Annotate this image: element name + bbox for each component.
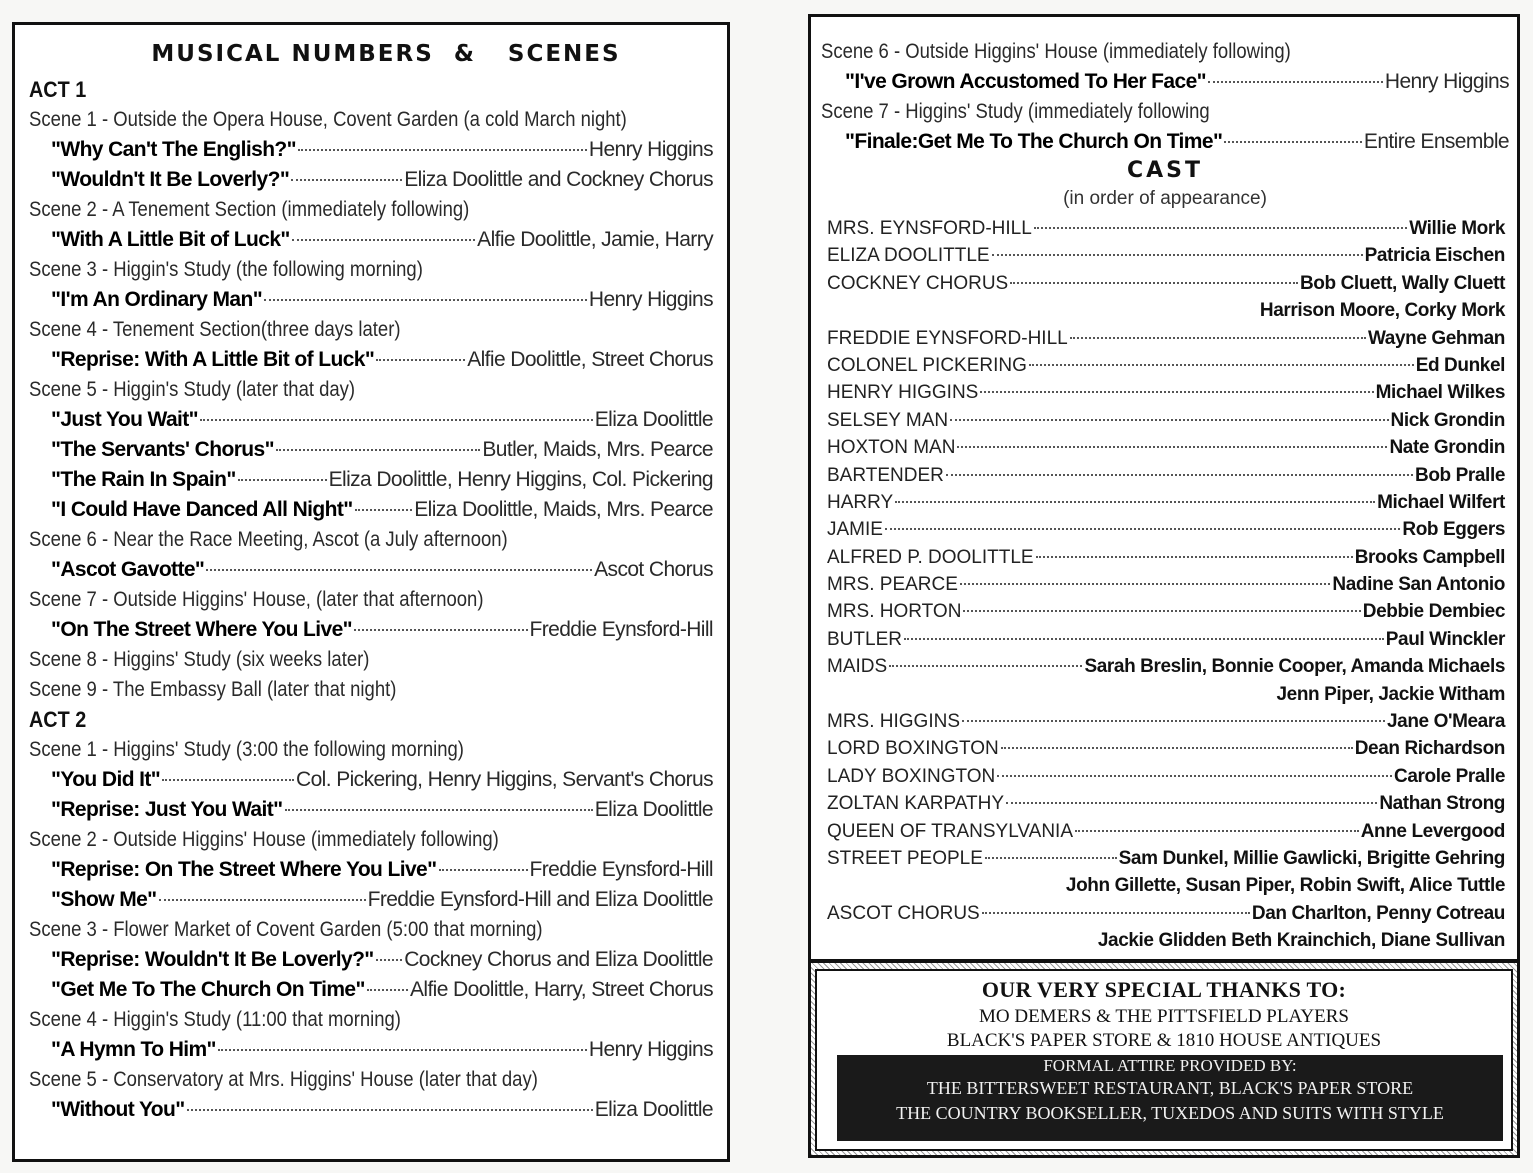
dot-leader [1075,830,1359,832]
cast-actor: Brooks Campbell [1354,546,1505,568]
song-title: "Without You" [51,1098,185,1121]
cast-list [821,215,1509,955]
cast-actor-continued: Harrison Moore, Corky Mork [1259,300,1505,322]
thanks-title: OUR VERY SPECIAL THANKS TO: [981,977,1347,1002]
song-title: "I've Grown Accustomed To Her Face" [845,70,1206,93]
scene-heading: Scene 9 - The Embassy Ball (later that night) [29,678,397,701]
dot-leader [962,720,1385,722]
song-performer: Entire Ensemble [1363,130,1509,153]
cast-row [821,571,1509,598]
attire-heading: FORMAL ATTIRE PROVIDED BY: [1043,1056,1297,1075]
song-title: "Reprise: Just You Wait" [51,798,283,821]
dot-leader [292,239,475,241]
song-performer: Freddie Eynsford-Hill [529,858,713,881]
dot-leader [1006,802,1377,804]
musical-numbers-continued [821,37,1509,157]
cast-row [821,407,1509,434]
song-row [29,225,713,255]
cast-actor: Debbie Dembiec [1362,601,1505,623]
song-performer: Henry Higgins [1384,70,1509,93]
song-row [821,127,1509,157]
dot-leader [992,254,1363,256]
song-row [29,345,713,375]
cast-actor: Jane O'Meara [1386,711,1505,733]
cast-actor: Anne Levergood [1360,820,1505,842]
thanks-box [809,959,1519,1157]
song-row [29,1035,713,1065]
scene-heading: Scene 4 - Higgin's Study (11:00 that morning) [29,1008,401,1031]
song-row [29,945,713,975]
cast-actor: Nadine San Antonio [1332,574,1505,596]
attire-line: THE BITTERSWEET RESTAURANT, BLACK'S PAPER STORE [926,1078,1414,1098]
dot-leader [376,959,403,961]
cast-actor: Michael Wilfert [1377,491,1505,513]
dot-leader [985,857,1117,859]
dot-leader [162,779,294,781]
cast-title: CAST [1126,158,1204,183]
song-row [29,405,713,435]
song-performer: Alfie Doolittle, Street Chorus [467,348,713,371]
cast-row [821,653,1509,680]
cast-role: FREDDIE EYNSFORD-HILL [827,327,1068,349]
song-performer: Alfie Doolittle, Jamie, Harry [477,228,713,251]
song-performer: Eliza Doolittle, Henry Higgins, Col. Pickering [328,468,713,491]
cast-actor: Michael Wilkes [1375,382,1505,404]
dot-leader [980,391,1373,393]
dot-leader [276,449,480,451]
cast-actor: Bob Pralle [1415,464,1505,486]
cast-row [821,325,1509,352]
title-word: SCENES [507,41,621,67]
cast-role: HOXTON MAN [827,437,956,459]
song-row [29,1095,713,1125]
cast-row [821,598,1509,625]
dot-leader [298,149,587,151]
cast-role: MRS. HORTON [827,601,962,623]
act-heading: ACT 1 [29,77,87,102]
cast-role: STREET PEOPLE [827,847,983,869]
cast-role: SELSEY MAN [827,409,949,431]
cast-row [821,818,1509,845]
cast-actor: Ed Dunkel [1415,354,1505,376]
dot-leader [963,610,1360,612]
cast-role: BUTLER [827,628,902,650]
dot-leader [376,359,465,361]
cast-actor: Nathan Strong [1379,793,1505,815]
dot-leader [895,501,1375,503]
cast-page [808,14,1520,1158]
song-title: "Reprise: With A Little Bit of Luck" [51,348,375,371]
cast-row [821,270,1509,297]
song-row [29,435,713,465]
song-title: "Just You Wait" [51,408,199,431]
thanks-inner [815,969,1513,1151]
song-performer: Cockney Chorus and Eliza Doolittle [404,948,713,971]
scene-heading: Scene 3 - Flower Market of Covent Garden (5:00 that morning) [29,918,543,941]
cast-row [821,242,1509,269]
song-performer: Butler, Maids, Mrs. Pearce [482,438,713,461]
cast-actor: Sam Dunkel, Millie Gawlicki, Brigitte Gehring [1118,847,1505,869]
cast-actor-continued: Jackie Glidden Beth Krainchich, Diane Sullivan [1097,930,1505,952]
cast-actor: Bob Cluett, Wally Cluett [1299,272,1505,294]
musical-numbers-title [29,37,713,75]
cast-role: HARRY [827,491,894,513]
song-performer: Eliza Doolittle [594,798,713,821]
dot-leader [291,179,402,181]
thanks-line: MO DEMERS & THE PITTSFIELD PLAYERS [978,1006,1350,1027]
song-title: "I Could Have Danced All Night" [51,498,353,521]
scene-heading: Scene 5 - Higgin's Study (later that day) [29,378,356,401]
song-row [29,285,713,315]
dot-leader [1224,141,1362,143]
cast-subtitle: (in order of appearance) [1063,188,1267,209]
song-title: "Get Me To The Church On Time" [51,978,365,1001]
song-title: "Wouldn't It Be Loverly?" [51,168,290,191]
cast-row [821,790,1509,817]
cast-row [821,215,1509,242]
song-title: "Finale:Get Me To The Church On Time" [845,130,1223,153]
dot-leader [200,419,593,421]
cast-role: ALFRED P. DOOLITTLE [827,546,1034,568]
cast-actor: Nate Grondin [1389,437,1505,459]
dot-leader [355,509,413,511]
scene-heading: Scene 2 - Outside Higgins' House (immediately following) [29,828,499,851]
song-performer: Eliza Doolittle [594,408,713,431]
cast-row [821,462,1509,489]
dot-leader [285,809,593,811]
dot-leader [1001,747,1353,749]
cast-actor: Carole Pralle [1394,765,1505,787]
dot-leader [187,1109,593,1111]
dot-leader [439,869,528,871]
song-row [29,765,713,795]
song-performer: Freddie Eynsford-Hill [529,618,713,641]
cast-row [821,900,1509,927]
song-title: "You Did It" [51,768,161,791]
song-row [29,555,713,585]
cast-row [821,352,1509,379]
cast-actor: Patricia Eischen [1364,245,1505,267]
song-title: "The Servants' Chorus" [51,438,274,461]
scene-heading: Scene 7 - Outside Higgins' House, (later that afternoon) [29,588,484,611]
cast-role: ELIZA DOOLITTLE [827,245,990,267]
attire-line: THE COUNTRY BOOKSELLER, TUXEDOS AND SUITS WITH STYLE [896,1103,1444,1123]
song-row [29,885,713,915]
cast-row [821,845,1509,872]
cast-row [821,626,1509,653]
song-title: "With A Little Bit of Luck" [51,228,290,251]
song-performer: Eliza Doolittle [594,1098,713,1121]
dot-leader [354,629,528,631]
title-word: & [453,41,476,67]
scene-heading: Scene 2 - A Tenement Section (immediately following) [29,198,470,221]
musical-numbers-page [12,22,730,1162]
dot-leader [904,638,1384,640]
song-performer: Col. Pickering, Henry Higgins, Servant's Chorus [296,768,713,791]
song-performer: Alfie Doolittle, Harry, Street Chorus [409,978,713,1001]
song-title: "Reprise: Wouldn't It Be Loverly?" [51,948,374,971]
cast-role: QUEEN OF TRANSYLVANIA [827,820,1073,842]
cast-row [821,489,1509,516]
dot-leader [957,446,1387,448]
song-row [29,495,713,525]
cast-role: COCKNEY CHORUS [827,272,1009,294]
cast-actor: Paul Winckler [1385,628,1505,650]
attire-box [837,1055,1503,1141]
cast-role: BARTENDER [827,464,944,486]
cast-actor: Sarah Breslin, Bonnie Cooper, Amanda Michaels [1084,656,1505,678]
cast-role: ASCOT CHORUS [827,902,980,924]
cast-role: HENRY HIGGINS [827,382,979,404]
song-performer: Henry Higgins [588,288,713,311]
act-heading: ACT 2 [29,707,87,732]
thanks-line: BLACK'S PAPER STORE & 1810 HOUSE ANTIQUES [946,1030,1382,1051]
song-row [29,975,713,1005]
song-title: "Why Can't The English?" [51,138,297,161]
dot-leader [238,479,327,481]
song-row [29,615,713,645]
cast-row [821,434,1509,461]
song-row [29,795,713,825]
song-row [29,855,713,885]
cast-actor: Rob Eggers [1402,519,1505,541]
song-performer: Henry Higgins [588,1038,713,1061]
cast-row [821,379,1509,406]
song-title: "Reprise: On The Street Where You Live" [51,858,437,881]
scene-heading: Scene 1 - Outside the Opera House, Covent Garden (a cold March night) [29,108,627,131]
dot-leader [1208,81,1383,83]
song-row [29,465,713,495]
scene-heading: Scene 6 - Outside Higgins' House (immediately following) [821,40,1291,63]
dot-leader [960,583,1330,585]
cast-row [821,516,1509,543]
dot-leader [889,665,1082,667]
scene-heading: Scene 8 - Higgins' Study (six weeks later) [29,648,370,671]
song-performer: Henry Higgins [588,138,713,161]
dot-leader [218,1049,587,1051]
cast-row [821,708,1509,735]
dot-leader [1036,556,1353,558]
song-title: "I'm An Ordinary Man" [51,288,263,311]
scene-heading: Scene 6 - Near the Race Meeting, Ascot (a July afternoon) [29,528,508,551]
song-title: "Ascot Gavotte" [51,558,205,581]
song-title: "The Rain In Spain" [51,468,236,491]
scene-heading: Scene 7 - Higgins' Study (immediately following [821,100,1210,123]
cast-row [821,763,1509,790]
cast-actor: Nick Grondin [1390,409,1505,431]
title-word: NUMBERS [291,41,434,67]
cast-actor: Willie Mork [1409,218,1505,239]
song-title: "Show Me" [51,888,157,911]
cast-actor-continued: John Gillette, Susan Piper, Robin Swift, Alice Tuttle [1065,875,1505,897]
musical-numbers-list [29,75,713,1125]
song-row [821,67,1509,97]
song-row [29,165,713,195]
cast-actor: Dean Richardson [1354,738,1505,760]
cast-row [821,544,1509,571]
dot-leader [982,912,1250,914]
dot-leader [885,528,1400,530]
song-title: "On The Street Where You Live" [51,618,353,641]
song-performer: Ascot Chorus [594,558,713,581]
dot-leader [1010,282,1298,284]
song-performer: Eliza Doolittle, Maids, Mrs. Pearce [414,498,713,521]
song-performer: Freddie Eynsford-Hill and Eliza Doolittle [367,888,713,911]
title-word: MUSICAL [151,41,282,67]
song-row [29,135,713,165]
scene-heading: Scene 4 - Tenement Section(three days later) [29,318,401,341]
dot-leader [950,419,1388,421]
dot-leader [206,569,592,571]
dot-leader [1034,227,1407,229]
dot-leader [1070,337,1366,339]
dot-leader [946,474,1413,476]
cast-role: MRS. HIGGINS [827,711,961,733]
cast-role: MRS. PEARCE [827,574,958,596]
cast-row [821,735,1509,762]
cast-actor: Wayne Gehman [1367,327,1505,349]
cast-role: JAMIE [827,519,883,541]
song-performer: Eliza Doolittle and Cockney Chorus [404,168,713,191]
cast-role: MRS. EYNSFORD-HILL [827,218,1032,239]
dot-leader [264,299,587,301]
cast-role: COLONEL PICKERING [827,354,1027,376]
song-title: "A Hymn To Him" [51,1038,216,1061]
dot-leader [1029,364,1414,366]
dot-leader [367,989,408,991]
dot-leader [159,899,366,901]
cast-actor-continued: Jenn Piper, Jackie Witham [1276,683,1505,705]
scene-heading: Scene 5 - Conservatory at Mrs. Higgins' House (later that day) [29,1068,538,1091]
dot-leader [997,775,1392,777]
cast-role: LORD BOXINGTON [827,738,999,760]
cast-actor: Dan Charlton, Penny Cotreau [1251,902,1505,924]
scene-heading: Scene 3 - Higgin's Study (the following morning) [29,258,423,281]
cast-role: MAIDS [827,656,888,678]
scene-heading: Scene 1 - Higgins' Study (3:00 the following morning) [29,738,464,761]
cast-role: LADY BOXINGTON [827,765,996,787]
cast-role: ZOLTAN KARPATHY [827,793,1005,815]
